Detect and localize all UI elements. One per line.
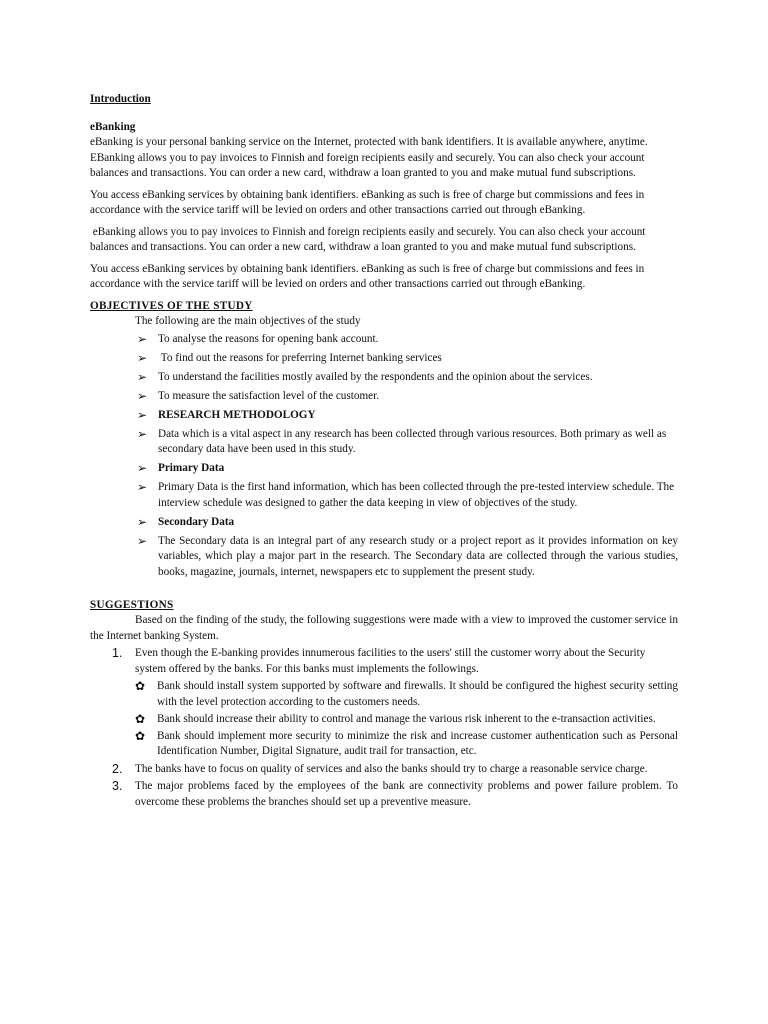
objective-item xyxy=(90,427,678,458)
suggestions-heading: SUGGESTIONS xyxy=(90,598,174,611)
sub-item xyxy=(135,679,678,710)
arrow-bullet-icon: ➢ xyxy=(137,407,148,422)
arrow-bullet-icon: ➢ xyxy=(137,369,148,384)
suggestion-item xyxy=(90,762,678,778)
objective-text: To measure the satisfaction level of the customer. xyxy=(158,389,380,402)
objective-item xyxy=(90,389,678,405)
suggestions-list xyxy=(90,646,678,810)
objectives-list xyxy=(90,332,678,581)
suggestion-text: The major problems faced by the employees of the bank are connectivity problems and power failure problem. To overcome these problems the branches should set up a preventive measure. xyxy=(135,780,678,808)
intro-paragraph: You access eBanking services by obtaining bank identifiers. eBanking as such is free of charge but commissions and fees in accordance with the service tariff will be levied on orders and other transactions carried out through eBanking. xyxy=(90,188,645,216)
list-number: 2. xyxy=(112,761,123,776)
research-methodology-heading xyxy=(90,408,678,424)
flower-bullet-icon: ✿ xyxy=(135,679,146,693)
arrow-bullet-icon: ➢ xyxy=(137,331,148,346)
intro-paragraph: eBanking is your personal banking service on the Internet, protected with bank identifiers. It is available anywhere, anytime. EBanking allows you to pay invoices to Finnish and foreign recipients easily and securely. You can also check your account balances and transactions. You can order a new card, withdraw a loan granted to you and make mutual fund subscriptions. xyxy=(90,136,648,179)
intro-paragraph: You access eBanking services by obtaining bank identifiers. eBanking as such is free of charge but commissions and fees in accordance with the service tariff will be levied on orders and other transactions carried out through eBanking. xyxy=(90,262,645,290)
sub-item-text: Bank should implement more security to minimize the risk and increase customer authentication such as Personal Identification Number, Digital Signature, audit trail for transaction, etc. xyxy=(157,729,678,757)
arrow-bullet-icon: ➢ xyxy=(137,461,148,475)
list-number: 3. xyxy=(112,779,123,793)
objective-text: Primary Data is the first hand information, which has been collected through the pre-tested interview schedule. The interview schedule was designed to gather the data keeping in view of objectives of the study. xyxy=(158,481,675,509)
secondary-data-heading xyxy=(90,515,678,531)
flower-bullet-icon: ✿ xyxy=(135,711,146,726)
arrow-bullet-icon: ➢ xyxy=(137,514,148,529)
arrow-bullet-icon: ➢ xyxy=(137,533,148,548)
sub-item-text: Bank should increase their ability to control and manage the various risk inherent to the e-transaction activities. xyxy=(157,712,656,725)
ebanking-heading: eBanking xyxy=(90,120,136,133)
list-number: 1. xyxy=(112,646,123,660)
objective-text: Secondary Data xyxy=(158,515,235,528)
objective-text: RESEARCH METHODOLOGY xyxy=(158,408,316,421)
objectives-heading: OBJECTIVES OF THE STUDY xyxy=(90,299,253,312)
sub-item-text: Bank should install system supported by software and firewalls. It should be configured the highest security setting with the level protection according to the customers needs. xyxy=(157,680,678,708)
suggestion-text: The banks have to focus on quality of services and also the banks should try to charge a reasonable service charge. xyxy=(135,762,648,775)
flower-bullet-icon: ✿ xyxy=(135,728,146,743)
document-page xyxy=(90,92,678,812)
objective-item xyxy=(90,534,678,581)
arrow-bullet-icon: ➢ xyxy=(137,480,148,494)
arrow-bullet-icon: ➢ xyxy=(137,388,148,403)
sub-item xyxy=(135,712,678,728)
intro-paragraph: eBanking allows you to pay invoices to Finnish and foreign recipients easily and securely. You can also check your account balances and transactions. You can order a new card, withdraw a loan granted to you and make mutual fund subscriptions. xyxy=(90,225,649,253)
objective-text: Primary Data xyxy=(158,462,225,474)
objective-item xyxy=(90,480,678,511)
objectives-lead: The following are the main objectives of the study xyxy=(135,315,361,327)
suggestions-lead: Based on the finding of the study, the following suggestions were made with a view to improved the customer service in the Internet banking System. xyxy=(90,614,678,642)
security-sublist xyxy=(135,679,678,760)
objective-text: The Secondary data is an integral part of any research study or a project report as it provides information on key variables, which play a major part in the research. The Secondary data are collected through the various studies, books, magazine, journals, internet, newspapers etc to supplement the present study. xyxy=(158,534,678,578)
objective-item xyxy=(90,351,678,367)
suggestion-text: Even though the E-banking provides innumerous facilities to the users' still the customer worry about the Security system offered by the banks. For this banks must implements the followings. xyxy=(135,647,646,675)
objective-text: To understand the facilities mostly availed by the respondents and the opinion about the services. xyxy=(158,370,593,383)
suggestion-item xyxy=(90,646,678,760)
objective-text: To find out the reasons for preferring Internet banking services xyxy=(158,351,442,364)
objective-text: To analyse the reasons for opening bank account. xyxy=(158,332,379,345)
sub-item xyxy=(135,729,678,760)
arrow-bullet-icon: ➢ xyxy=(137,350,148,365)
suggestion-item xyxy=(90,779,678,810)
arrow-bullet-icon: ➢ xyxy=(137,426,148,441)
objective-item xyxy=(90,370,678,386)
objective-item xyxy=(90,332,678,348)
introduction-heading: Introduction xyxy=(90,93,151,105)
primary-data-heading xyxy=(90,461,678,477)
objective-text: Data which is a vital aspect in any research has been collected through various resources. Both primary as well as secondary data have been used in this study. xyxy=(158,427,667,455)
